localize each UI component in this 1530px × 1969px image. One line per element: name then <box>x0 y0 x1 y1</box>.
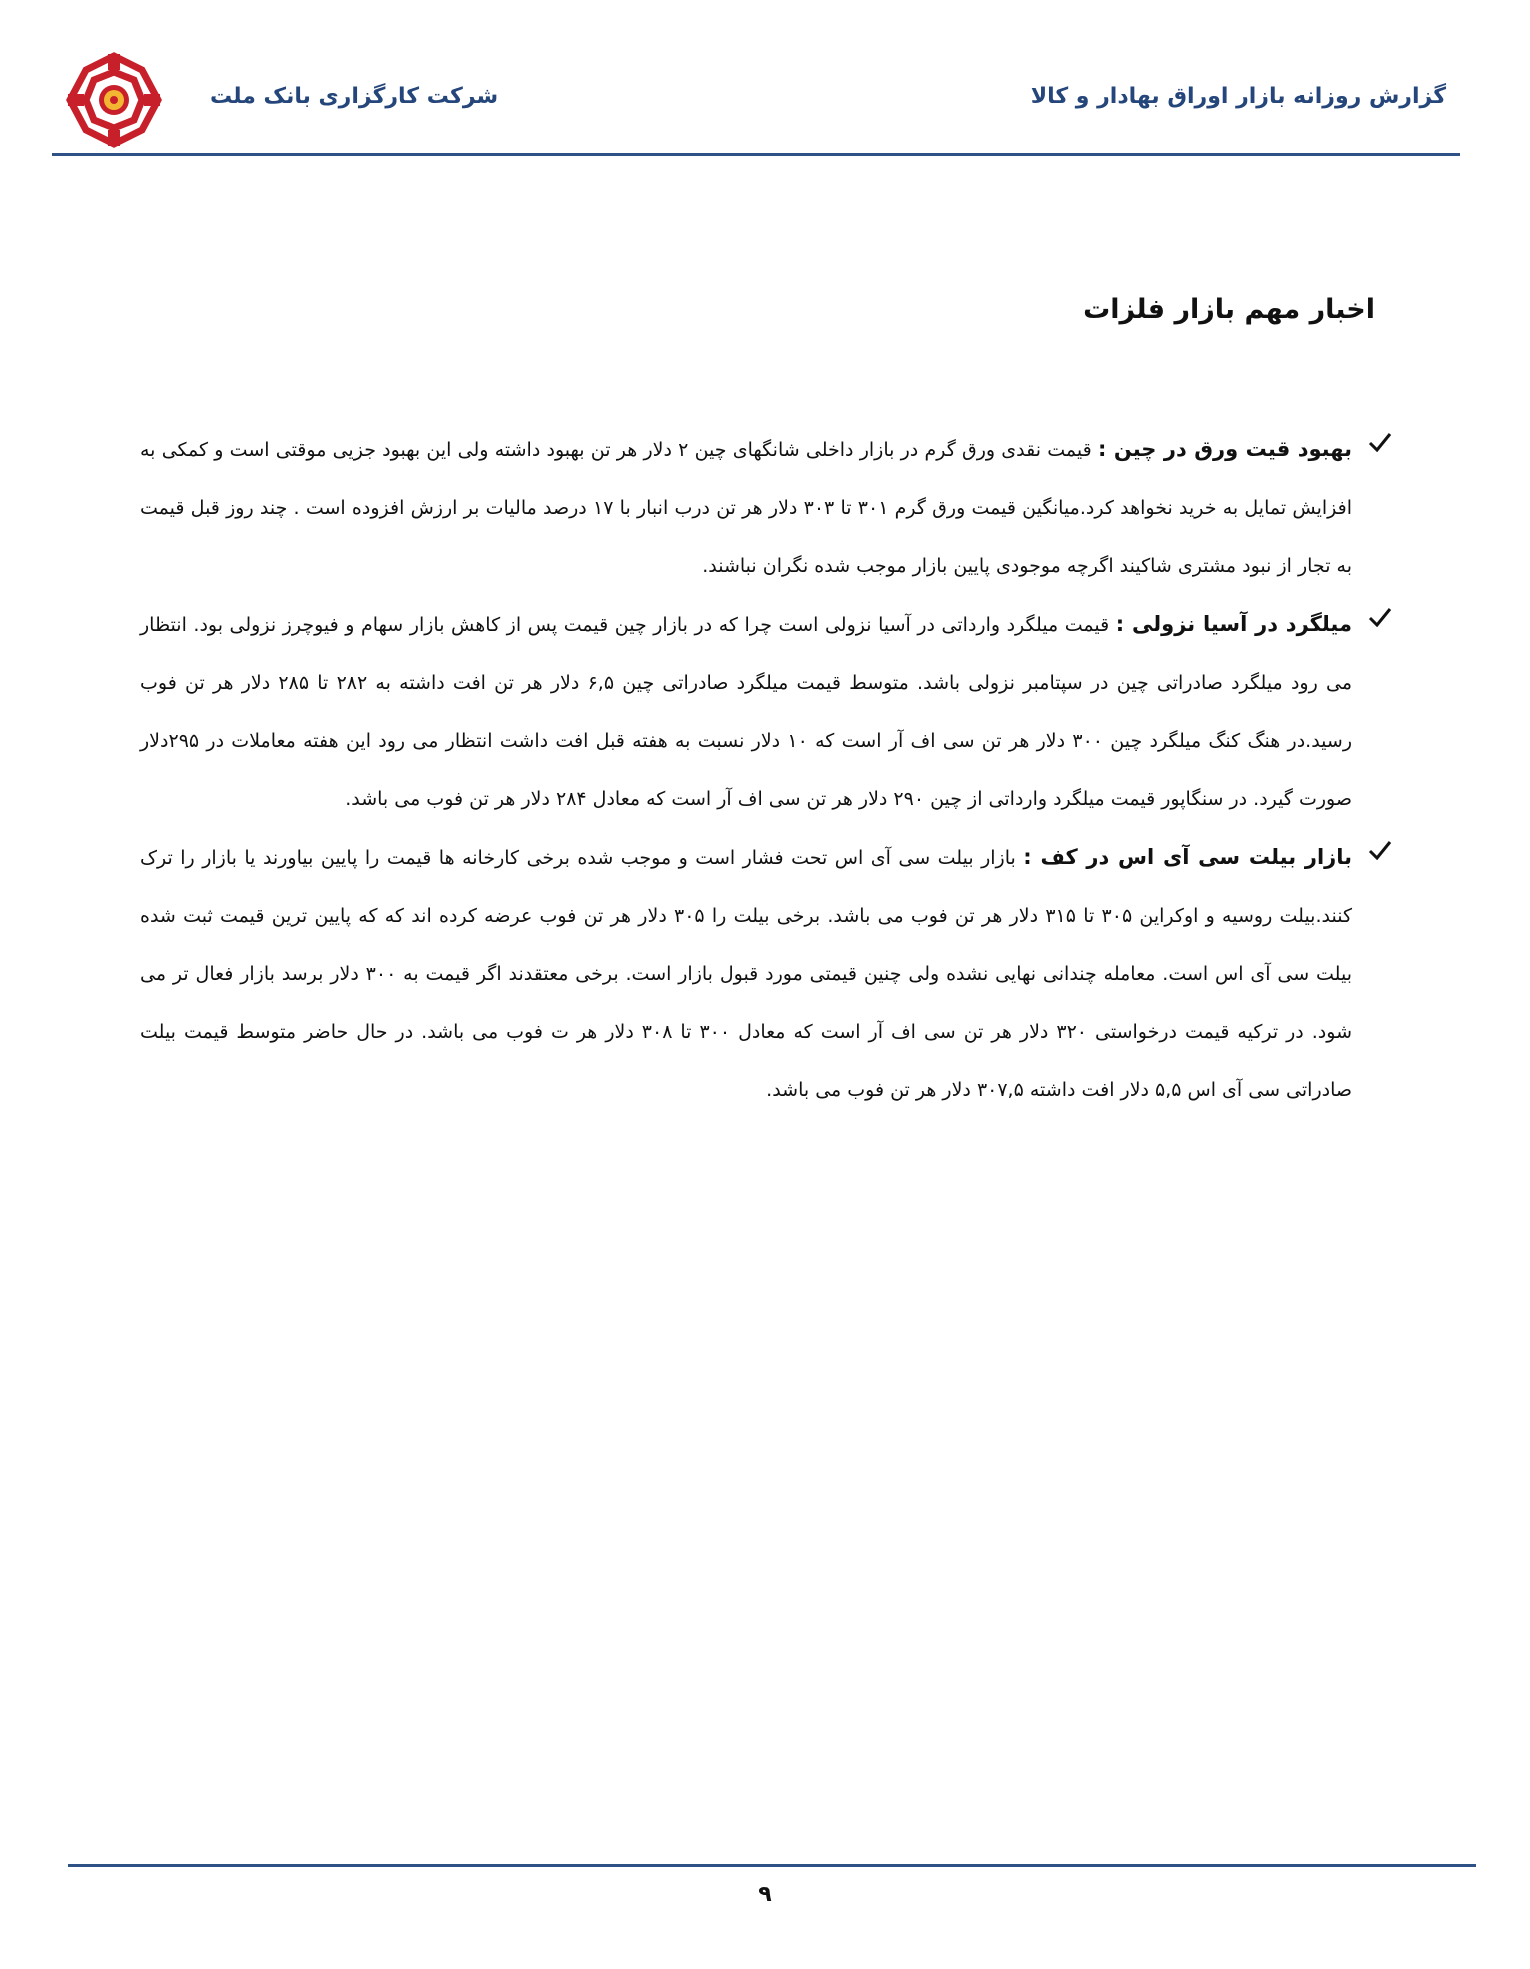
footer-divider <box>68 1864 1476 1867</box>
news-item-text <box>140 828 1352 1119</box>
checkmark-icon <box>1368 607 1392 627</box>
news-list <box>140 420 1392 1119</box>
news-item-body: بازار بیلت سی آی اس تحت فشار است و موجب شده برخی کارخانه ها قیمت را پایین بیاورند یا بازار را ترک کنند.بیلت روسیه و اوکراین ۳۰۵ تا ۳۱۵ دلار هر تن فوب می باشد. برخی بیلت را ۳۰۵ دلار هر تن فوب عرضه کرده اند که که پایین ترین قیمت ثبت شده بیلت سی آی اس است. معامله چندانی نهایی نشده ولی چنین قیمتی مورد قبول بازار است. برخی معتقدند اگر قیمت به ۳۰۰ دلار برسد بازار فعال تر می شود. در ترکیه قیمت درخواستی ۳۲۰ دلار هر تن سی اف آر است که معادل ۳۰۰ تا ۳۰۸ دلار هر ت فوب می باشد. در حال حاضر متوسط قیمت بیلت صادراتی سی آی اس ۵,۵ دلار افت داشته ۳۰۷,۵ دلار هر تن فوب می باشد. <box>140 847 1352 1101</box>
news-item <box>140 595 1392 828</box>
news-item-heading: بهبود قیت ورق در چین : <box>1097 437 1352 461</box>
news-item-heading: میلگرد در آسیا نزولی : <box>1115 612 1352 636</box>
news-item-heading: بازار بیلت سی آی اس در کف : <box>1023 845 1353 869</box>
company-name: شرکت کارگزاری بانک ملت <box>210 84 499 109</box>
news-item-text <box>140 420 1352 595</box>
news-item-body: قیمت نقدی ورق گرم در بازار داخلی شانگهای چین ۲ دلار هر تن بهبود داشته ولی این بهبود جزیی موقتی است و کمکی به افزایش تمایل به خرید نخواهد کرد.میانگین قیمت ورق گرم ۳۰۱ تا ۳۰۳ دلار هر تن درب انبار با ۱۷ درصد مالیات بر ارزش افزوده است . چند روز قبل قیمت به تجار از نبود مشتری شاکیند اگرچه موجودی پایین بازار موجب شده نگران نباشند. <box>140 439 1353 577</box>
section-title: اخبار مهم بازار فلزات <box>1083 294 1375 325</box>
news-item-text <box>140 595 1352 828</box>
news-item-body: قیمت میلگرد وارداتی در آسیا نزولی است چرا که در بازار چین قیمت پس از کاهش بازار سهام و فیوچرز نزولی بود. انتظار می رود میلگرد صادراتی چین در سپتامبر نزولی باشد. متوسط قیمت میلگرد صادراتی چین ۶,۵ دلار هر تن افت داشته به ۲۸۲ تا ۲۸۵ دلار هر تن فوب رسید.در هنگ کنگ میلگرد چین ۳۰۰ دلار هر تن سی اف آر است که ۱۰ دلار نسبت به هفته قبل افت داشت انتظار می رود این هفته معاملات در ۲۹۵دلار صورت گیرد. در سنگاپور قیمت میلگرد وارداتی از چین ۲۹۰ دلار هر تن سی اف آر است که معادل ۲۸۴ دلار هر تن فوب می باشد. <box>140 614 1353 810</box>
bank-mellat-logo-icon <box>64 50 164 150</box>
news-item <box>140 420 1392 595</box>
report-title: گزارش روزانه بازار اوراق بهادار و کالا <box>1030 84 1446 109</box>
page-number: ۹ <box>758 1882 772 1907</box>
news-item <box>140 828 1392 1119</box>
header-divider <box>52 153 1460 156</box>
checkmark-icon <box>1368 840 1392 860</box>
checkmark-icon <box>1368 432 1392 452</box>
page-header <box>0 0 1530 160</box>
